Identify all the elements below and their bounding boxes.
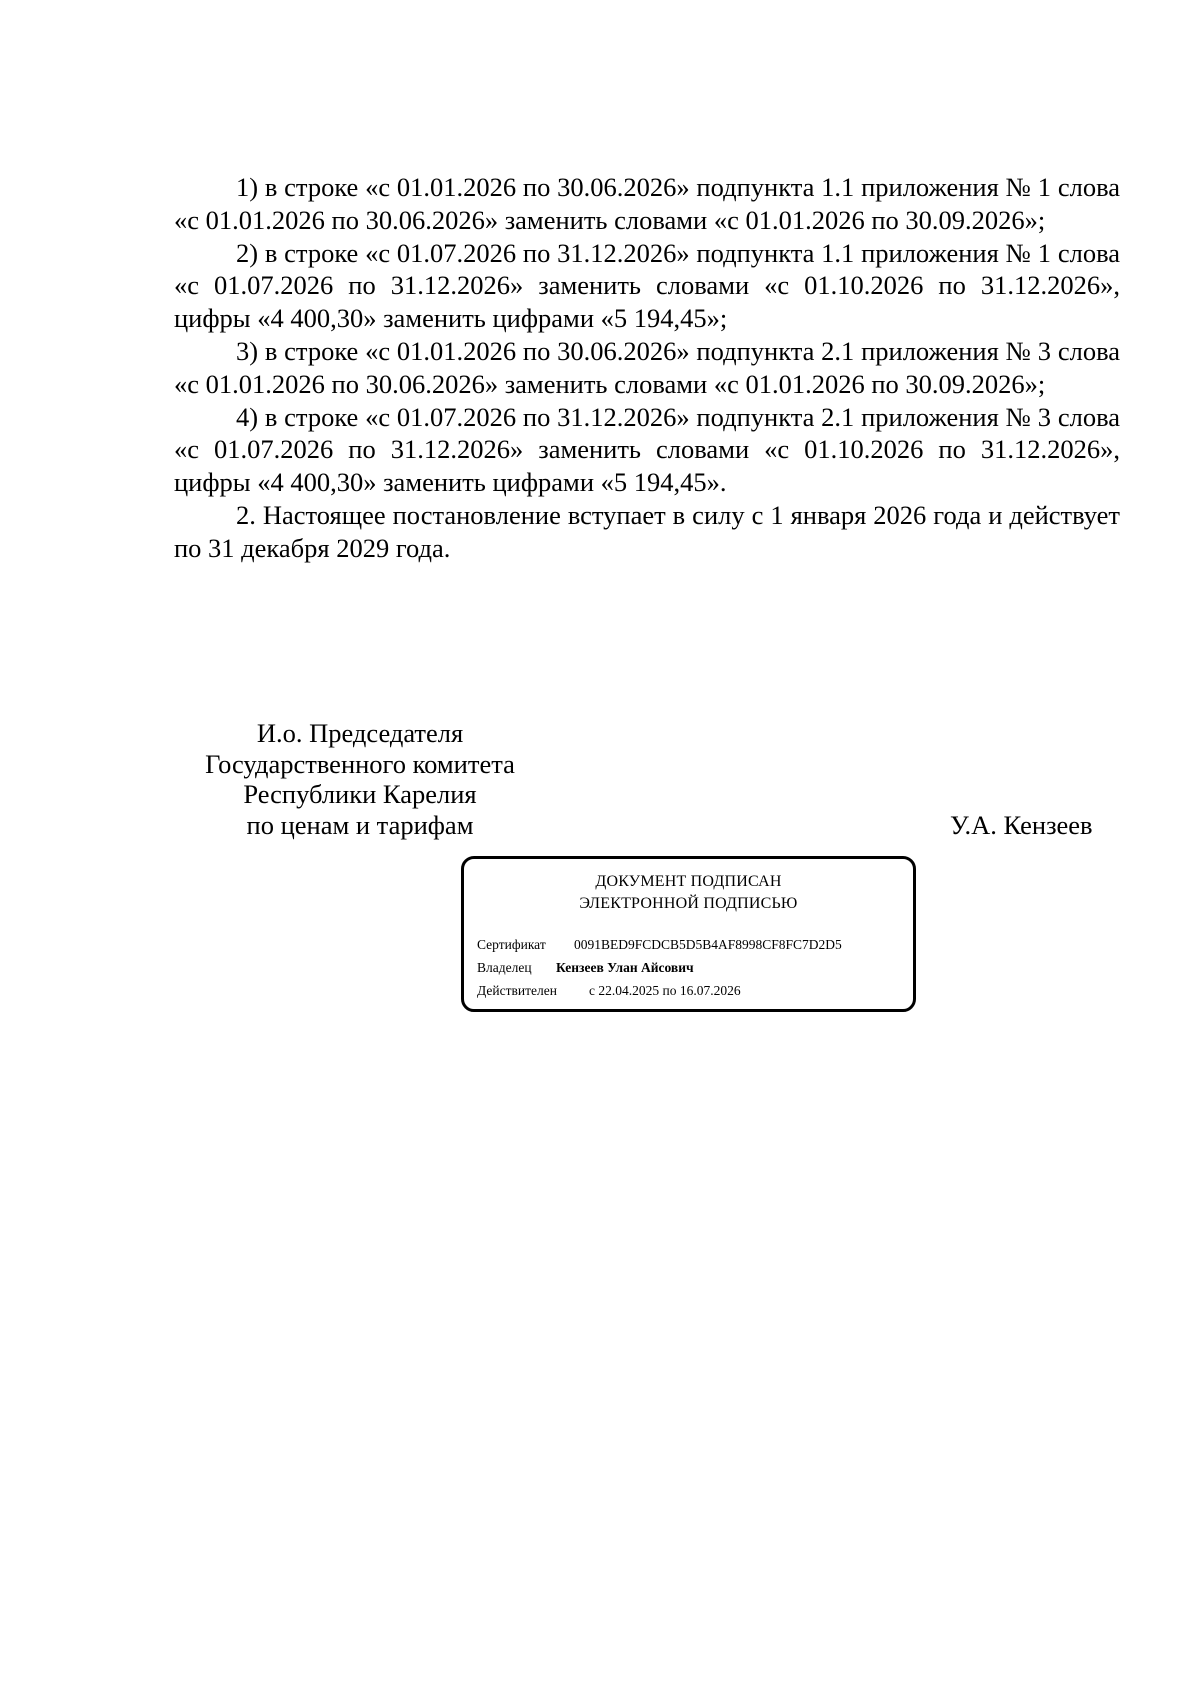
stamp-owner-value: Кензеев Улан Айсович [556, 960, 694, 975]
signer-position-line: по ценам и тарифам [246, 809, 474, 840]
document-body [174, 171, 1120, 565]
stamp-validity-label: Действителен [477, 983, 557, 998]
signer-position-line: И.о. Председателя [256, 718, 464, 748]
stamp-certificate-value: 0091BED9FCDCB5D5B4AF8998CF8FC7D2D5 [574, 937, 842, 952]
signer-name: У.А. Кензеев [950, 810, 1093, 840]
stamp-title-line: ДОКУМЕНТ ПОДПИСАН [595, 873, 782, 890]
paragraph-item-1: 1) в строке «с 01.01.2026 по 30.06.2026» подпункта 1.1 приложения № 1 слова «с 01.01.2026 по 30.06.2026» заменить словами «с 01.01.2026 по 30.09.2026»; [174, 172, 1120, 235]
stamp-validity-value: с 22.04.2025 по 16.07.2026 [589, 983, 741, 998]
stamp-title [464, 871, 913, 915]
stamp-owner-label: Владелец [477, 960, 532, 975]
stamp-owner-row [477, 959, 694, 977]
signer-position [170, 718, 550, 840]
signer-position-line: Государственного комитета [205, 748, 515, 779]
electronic-signature-stamp [461, 856, 916, 1012]
signer-position-line: Республики Карелия [243, 779, 477, 809]
stamp-certificate-row [477, 936, 842, 954]
paragraph-item-3: 3) в строке «с 01.01.2026 по 30.06.2026» подпункта 2.1 приложения № 3 слова «с 01.01.2026 по 30.06.2026» заменить словами «с 01.01.2026 по 30.09.2026»; [174, 335, 1120, 399]
stamp-certificate-label: Сертификат [477, 937, 546, 952]
paragraph-effective-date: 2. Настоящее постановление вступает в силу с 1 января 2026 года и действует по 31 декабря 2029 года. [174, 499, 1120, 563]
paragraph-item-4: 4) в строке «с 01.07.2026 по 31.12.2026» подпункта 2.1 приложения № 3 слова «с 01.07.2026 по 31.12.2026» заменить словами «с 01.10.2026 по 31.12.2026», цифры «4 400,30» заменить цифрами «5 194,45». [174, 401, 1120, 498]
paragraph-item-2: 2) в строке «с 01.07.2026 по 31.12.2026» подпункта 1.1 приложения № 1 слова «с 01.07.2026 по 31.12.2026» заменить словами «с 01.10.2026 по 31.12.2026», цифры «4 400,30» заменить цифрами «5 194,45»; [174, 237, 1120, 334]
stamp-title-line: ЭЛЕКТРОННОЙ ПОДПИСЬЮ [579, 895, 798, 912]
stamp-validity-row [477, 982, 741, 1000]
